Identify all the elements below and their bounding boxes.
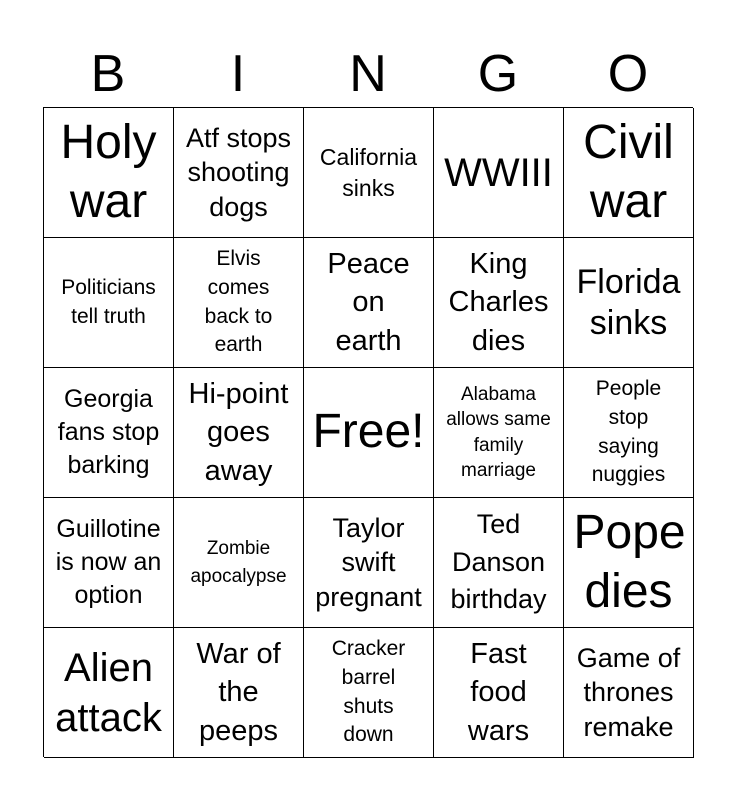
bingo-cell-text: Alien attack [55, 645, 162, 740]
bingo-cell-text: Fast food wars [467, 637, 530, 747]
bingo-header [43, 42, 693, 106]
bingo-cell-text: Florida sinks [576, 262, 681, 342]
bingo-cell-text: King Charles dies [448, 247, 549, 357]
bingo-cell[interactable] [44, 238, 174, 368]
bingo-cell-text: Georgia fans stop barking [57, 384, 160, 480]
bingo-board [43, 107, 693, 757]
header-letter-g: G [477, 45, 519, 103]
bingo-cell-text: Game of thrones remake [576, 642, 681, 742]
bingo-cell-text: Hi-point goes away [188, 377, 289, 487]
bingo-cell-text: Ted Danson birthday [450, 508, 547, 615]
bingo-cell[interactable] [174, 498, 304, 628]
bingo-cell[interactable] [434, 238, 564, 368]
bingo-cell[interactable] [44, 498, 174, 628]
bingo-cell[interactable] [434, 498, 564, 628]
header-letter-i: I [230, 45, 246, 103]
bingo-cell[interactable] [174, 238, 304, 368]
free-space-cell[interactable] [304, 368, 434, 498]
bingo-cell-text: Guillotine is now an option [55, 514, 162, 610]
bingo-cell-text: Atf stops shooting dogs [185, 122, 292, 222]
bingo-cell[interactable] [44, 368, 174, 498]
bingo-cell[interactable] [564, 368, 694, 498]
bingo-cell[interactable] [174, 368, 304, 498]
bingo-cell-text: Cracker barrel shuts down [331, 636, 406, 747]
bingo-cell[interactable] [434, 628, 564, 758]
free-space-text: Free! [312, 405, 425, 459]
bingo-cell[interactable] [44, 628, 174, 758]
bingo-cell-text: Elvis comes back to earth [204, 246, 273, 357]
bingo-cell[interactable] [434, 368, 564, 498]
bingo-cell-text: WWIII [444, 150, 553, 195]
header-letter-b: B [90, 45, 126, 103]
bingo-cell-text: Alabama allows same family marriage [446, 383, 551, 481]
bingo-cell[interactable] [564, 238, 694, 368]
bingo-cell[interactable] [44, 108, 174, 238]
bingo-cell-text: Pope dies [573, 505, 686, 618]
bingo-cell-text: Politicians tell truth [61, 275, 156, 328]
bingo-cell-text: Holy war [60, 115, 157, 228]
bingo-cell[interactable] [174, 628, 304, 758]
bingo-cell-text: Zombie apocalypse [190, 537, 287, 587]
bingo-cell[interactable] [564, 108, 694, 238]
bingo-cell[interactable] [304, 108, 434, 238]
header-letter-n: N [349, 45, 387, 103]
bingo-cell[interactable] [564, 498, 694, 628]
bingo-cell[interactable] [304, 628, 434, 758]
bingo-cell[interactable] [564, 628, 694, 758]
bingo-cell-text: California sinks [319, 144, 418, 201]
bingo-cell-text: Civil war [583, 115, 674, 228]
bingo-cell[interactable] [304, 498, 434, 628]
bingo-cell-text: War of the peeps [196, 637, 281, 747]
header-letter-o: O [607, 45, 649, 103]
bingo-cell-text: Peace on earth [327, 247, 410, 357]
bingo-cell[interactable] [434, 108, 564, 238]
bingo-cell-text: Taylor swift pregnant [315, 512, 422, 612]
bingo-cell-text: People stop saying nuggies [591, 376, 666, 487]
bingo-cell[interactable] [174, 108, 304, 238]
bingo-cell[interactable] [304, 238, 434, 368]
